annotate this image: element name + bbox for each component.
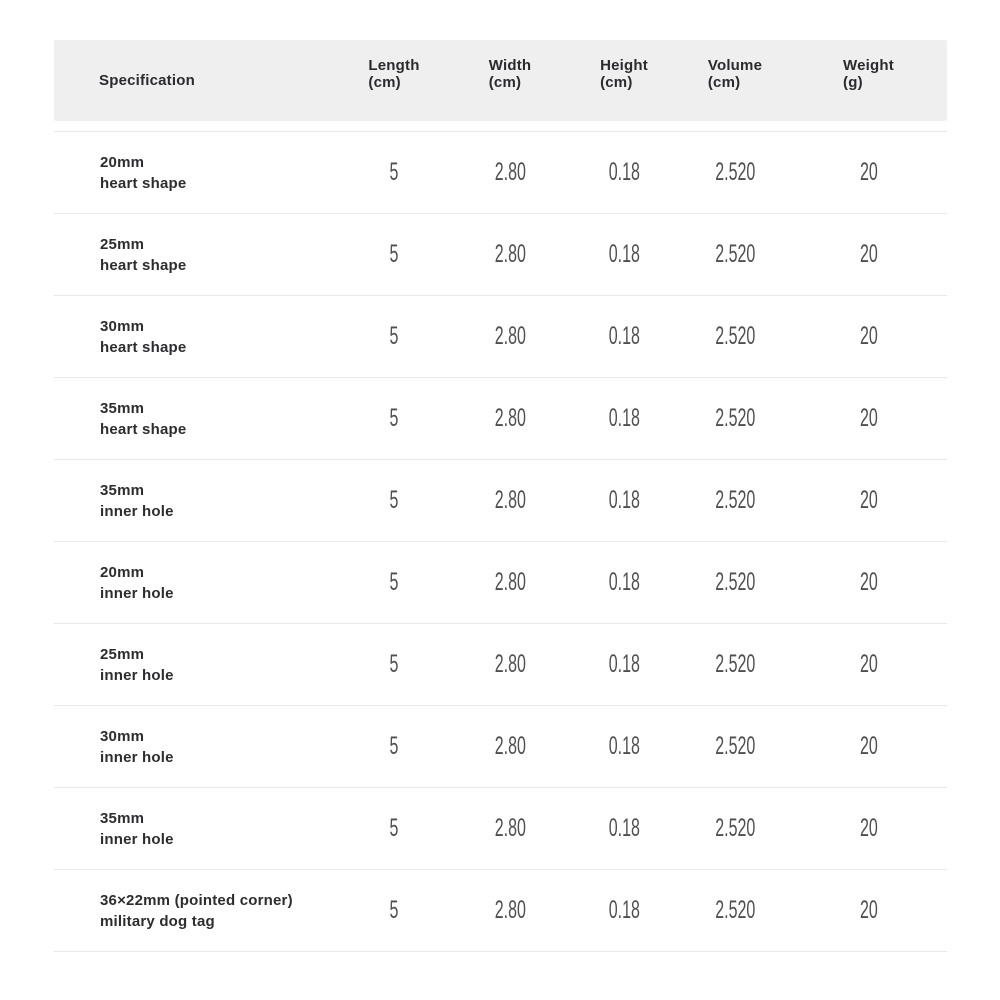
width-cell — [452, 732, 568, 761]
weight-value: 20 — [859, 486, 878, 514]
length-cell — [336, 486, 452, 515]
width-cell — [452, 158, 568, 187]
length-value: 5 — [389, 486, 399, 514]
length-value: 5 — [389, 814, 399, 842]
length-value: 5 — [389, 896, 399, 924]
table-row — [54, 623, 947, 705]
length-value: 5 — [389, 240, 399, 268]
column-header-volume-unit: (cm) — [707, 74, 741, 91]
length-cell — [336, 322, 452, 351]
spec-cell — [54, 234, 336, 276]
spec-line1: 36×22mm (pointed corner) — [100, 891, 293, 909]
table-row — [54, 295, 947, 377]
height-cell — [568, 404, 680, 433]
height-cell — [568, 814, 680, 843]
width-value: 2.80 — [494, 486, 526, 514]
spec-cell — [54, 890, 336, 932]
height-value: 0.18 — [608, 486, 640, 514]
length-value: 5 — [389, 158, 399, 186]
volume-value: 2.520 — [714, 814, 756, 842]
weight-value: 20 — [859, 814, 878, 842]
weight-cell — [790, 322, 947, 351]
spec-line1: 30mm — [100, 317, 145, 335]
weight-value: 20 — [859, 568, 878, 596]
spec-cell — [54, 808, 336, 850]
table-row — [54, 869, 947, 951]
spec-line2: inner hole — [100, 830, 174, 848]
spec-line2: heart shape — [100, 420, 187, 438]
width-cell — [452, 486, 568, 515]
table-row — [54, 705, 947, 787]
weight-value: 20 — [859, 732, 878, 760]
width-value: 2.80 — [494, 650, 526, 678]
column-header-specification-label: Specification — [99, 72, 195, 89]
column-header-height-label: Height — [600, 57, 648, 74]
weight-value: 20 — [859, 404, 878, 432]
weight-value: 20 — [859, 650, 878, 678]
width-value: 2.80 — [494, 814, 526, 842]
height-cell — [568, 896, 680, 925]
table-row — [54, 787, 947, 869]
width-value: 2.80 — [494, 896, 526, 924]
length-value: 5 — [389, 322, 399, 350]
column-header-volume — [680, 57, 790, 98]
length-value: 5 — [389, 650, 399, 678]
volume-value: 2.520 — [714, 158, 756, 186]
weight-cell — [790, 814, 947, 843]
spec-cell — [54, 480, 336, 522]
column-header-volume-label: Volume — [707, 57, 763, 74]
column-header-width-label: Width — [488, 57, 532, 74]
volume-cell — [680, 404, 790, 433]
weight-cell — [790, 732, 947, 761]
weight-cell — [790, 896, 947, 925]
width-value: 2.80 — [494, 240, 526, 268]
volume-cell — [680, 322, 790, 351]
weight-value: 20 — [859, 896, 878, 924]
spec-line2: inner hole — [100, 584, 174, 602]
spec-line1: 20mm — [100, 153, 145, 171]
spec-line1: 35mm — [100, 809, 145, 827]
spec-line2: heart shape — [100, 338, 187, 356]
height-value: 0.18 — [608, 814, 640, 842]
weight-cell — [790, 486, 947, 515]
weight-value: 20 — [859, 240, 878, 268]
length-value: 5 — [389, 732, 399, 760]
weight-cell — [790, 568, 947, 597]
height-cell — [568, 240, 680, 269]
volume-cell — [680, 896, 790, 925]
volume-cell — [680, 240, 790, 269]
volume-value: 2.520 — [714, 896, 756, 924]
column-header-width — [452, 57, 568, 98]
width-value: 2.80 — [494, 732, 526, 760]
spec-cell — [54, 562, 336, 604]
height-value: 0.18 — [608, 650, 640, 678]
length-cell — [336, 650, 452, 679]
width-cell — [452, 240, 568, 269]
length-cell — [336, 404, 452, 433]
volume-value: 2.520 — [714, 650, 756, 678]
column-header-specification — [54, 72, 336, 89]
spec-line2: heart shape — [100, 174, 187, 192]
length-cell — [336, 568, 452, 597]
weight-cell — [790, 650, 947, 679]
height-value: 0.18 — [608, 158, 640, 186]
spec-line1: 25mm — [100, 235, 145, 253]
volume-value: 2.520 — [714, 404, 756, 432]
width-cell — [452, 568, 568, 597]
volume-value: 2.520 — [714, 240, 756, 268]
spec-line2: inner hole — [100, 748, 174, 766]
table-body — [54, 131, 947, 952]
weight-cell — [790, 404, 947, 433]
weight-cell — [790, 158, 947, 187]
table-row — [54, 131, 947, 213]
height-cell — [568, 158, 680, 187]
length-value: 5 — [389, 568, 399, 596]
spec-line1: 35mm — [100, 481, 145, 499]
table-header-row — [54, 40, 947, 121]
table-row — [54, 377, 947, 459]
column-header-length — [336, 57, 452, 98]
column-header-weight — [790, 57, 947, 98]
volume-value: 2.520 — [714, 486, 756, 514]
spec-line1: 20mm — [100, 563, 145, 581]
width-cell — [452, 322, 568, 351]
column-header-length-label: Length — [368, 57, 420, 74]
volume-cell — [680, 732, 790, 761]
spec-line2: inner hole — [100, 666, 174, 684]
spec-line2: inner hole — [100, 502, 174, 520]
width-cell — [452, 404, 568, 433]
spec-cell — [54, 726, 336, 768]
height-value: 0.18 — [608, 404, 640, 432]
weight-value: 20 — [859, 322, 878, 350]
volume-cell — [680, 158, 790, 187]
table-row — [54, 459, 947, 541]
width-cell — [452, 814, 568, 843]
height-cell — [568, 568, 680, 597]
volume-cell — [680, 486, 790, 515]
spec-line1: 25mm — [100, 645, 145, 663]
column-header-weight-unit: (g) — [843, 74, 863, 91]
height-value: 0.18 — [608, 896, 640, 924]
product-spec-table — [54, 40, 947, 952]
volume-cell — [680, 814, 790, 843]
table-row — [54, 213, 947, 295]
height-cell — [568, 322, 680, 351]
weight-value: 20 — [859, 158, 878, 186]
length-value: 5 — [389, 404, 399, 432]
width-cell — [452, 650, 568, 679]
length-cell — [336, 240, 452, 269]
column-header-height-unit: (cm) — [600, 74, 633, 91]
weight-cell — [790, 240, 947, 269]
spec-cell — [54, 152, 336, 194]
spec-cell — [54, 398, 336, 440]
column-header-weight-label: Weight — [843, 57, 894, 74]
width-value: 2.80 — [494, 322, 526, 350]
spec-cell — [54, 644, 336, 686]
column-header-height — [568, 57, 680, 98]
length-cell — [336, 814, 452, 843]
height-cell — [568, 650, 680, 679]
spec-line1: 30mm — [100, 727, 145, 745]
column-header-length-unit: (cm) — [368, 74, 401, 91]
height-value: 0.18 — [608, 322, 640, 350]
volume-value: 2.520 — [714, 568, 756, 596]
height-value: 0.18 — [608, 732, 640, 760]
spec-line1: 35mm — [100, 399, 145, 417]
spec-line2: military dog tag — [100, 912, 215, 930]
height-cell — [568, 732, 680, 761]
width-value: 2.80 — [494, 158, 526, 186]
width-cell — [452, 896, 568, 925]
spec-cell — [54, 316, 336, 358]
length-cell — [336, 158, 452, 187]
spec-line2: heart shape — [100, 256, 187, 274]
width-value: 2.80 — [494, 568, 526, 596]
table-row — [54, 541, 947, 623]
column-header-width-unit: (cm) — [488, 74, 522, 91]
volume-value: 2.520 — [714, 322, 756, 350]
volume-value: 2.520 — [714, 732, 756, 760]
volume-cell — [680, 568, 790, 597]
length-cell — [336, 732, 452, 761]
height-cell — [568, 486, 680, 515]
width-value: 2.80 — [494, 404, 526, 432]
height-value: 0.18 — [608, 568, 640, 596]
length-cell — [336, 896, 452, 925]
height-value: 0.18 — [608, 240, 640, 268]
volume-cell — [680, 650, 790, 679]
